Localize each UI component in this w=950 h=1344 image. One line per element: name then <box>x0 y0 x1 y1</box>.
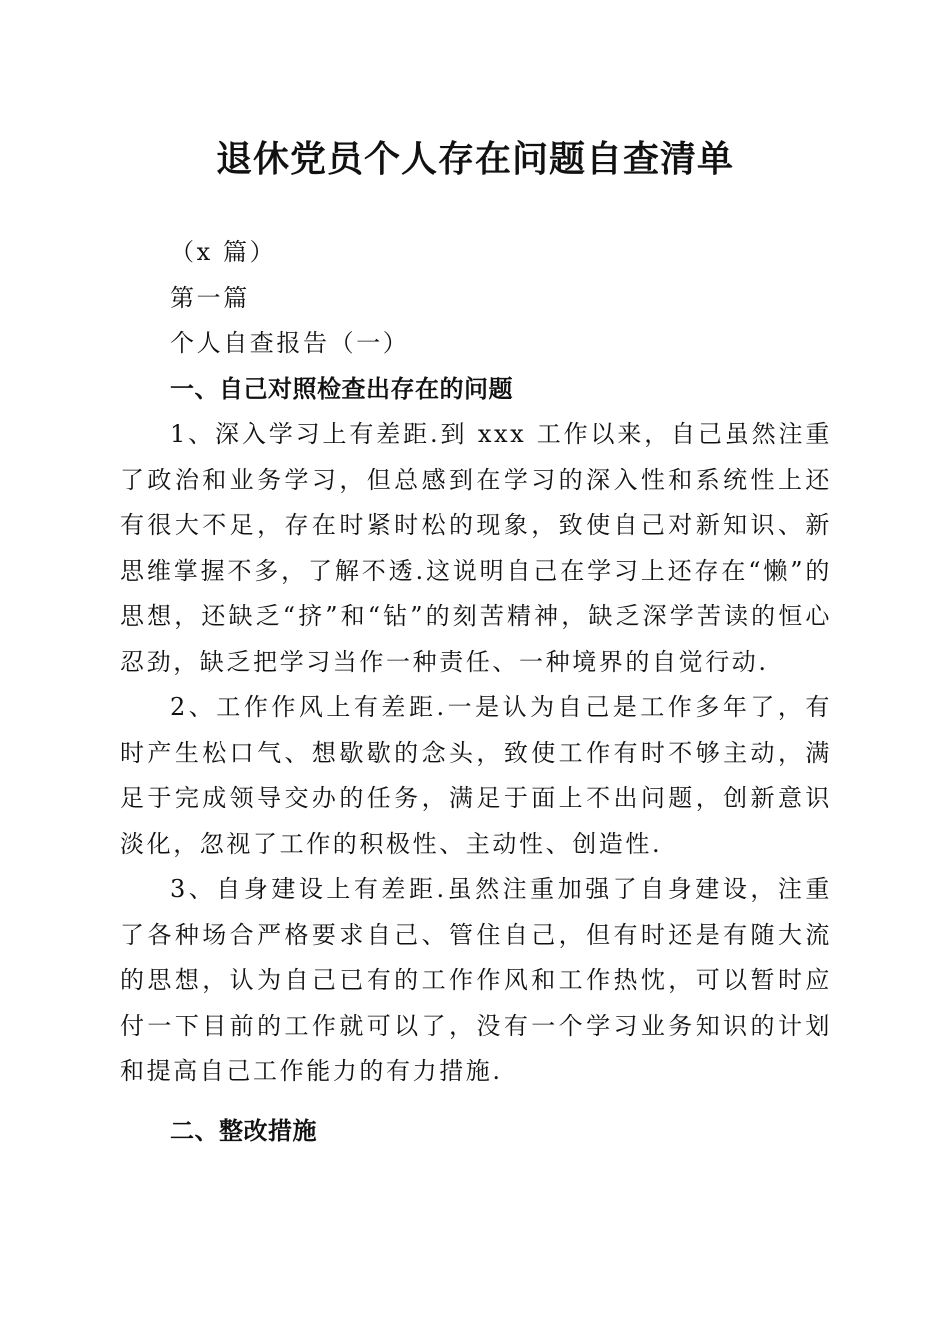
paragraph-self-building-gap: 3、自身建设上有差距.虽然注重加强了自身建设，注重了各种场合严格要求自己、管住自己，但有时还是有随大流的思想，认为自己已有的工作作风和工作热忱，可以暂时应付一下目前的工作就可以了，没有一个学习业务知识的计划和提高自己工作能力的有力措施. <box>120 875 832 1085</box>
part-label: 第一篇 <box>170 283 250 312</box>
report-title: 个人自查报告（一） <box>170 329 410 357</box>
paragraph-study-gap: 1、深入学习上有差距.到 xxx 工作以来，自己虽然注重了政治和业务学习，但总感到在学习的深入性和系统性上还有很大不足，存在时紧时松的现象，致使自己对新知识、新思维掌握不多，了解不透.这说明自己在学习上还存在“懒”的思想，还缺乏“挤”和“钻”的刻苦精神，缺乏深学苦读的恒心忍劲，缺乏把学习当作一种责任、一种境界的自觉行动. <box>120 420 832 676</box>
section-heading-problems: 一、自己对照检查出存在的问题 <box>170 374 513 403</box>
spacer <box>120 1095 832 1109</box>
document-title: 退休党员个人存在问题自查清单 <box>215 139 734 180</box>
count-note: （x 篇） <box>170 238 277 266</box>
document-body <box>120 230 832 1154</box>
paragraph-work-style-gap: 2、工作作风上有差距.一是认为自己是工作多年了，有时产生松口气、想歇歇的念头，致使工作有时不够主动，满足于完成领导交办的任务，满足于面上不出问题，创新意识淡化，忽视了工作的积极性、主动性、创造性. <box>120 693 832 858</box>
section-heading-measures: 二、整改措施 <box>170 1116 317 1145</box>
